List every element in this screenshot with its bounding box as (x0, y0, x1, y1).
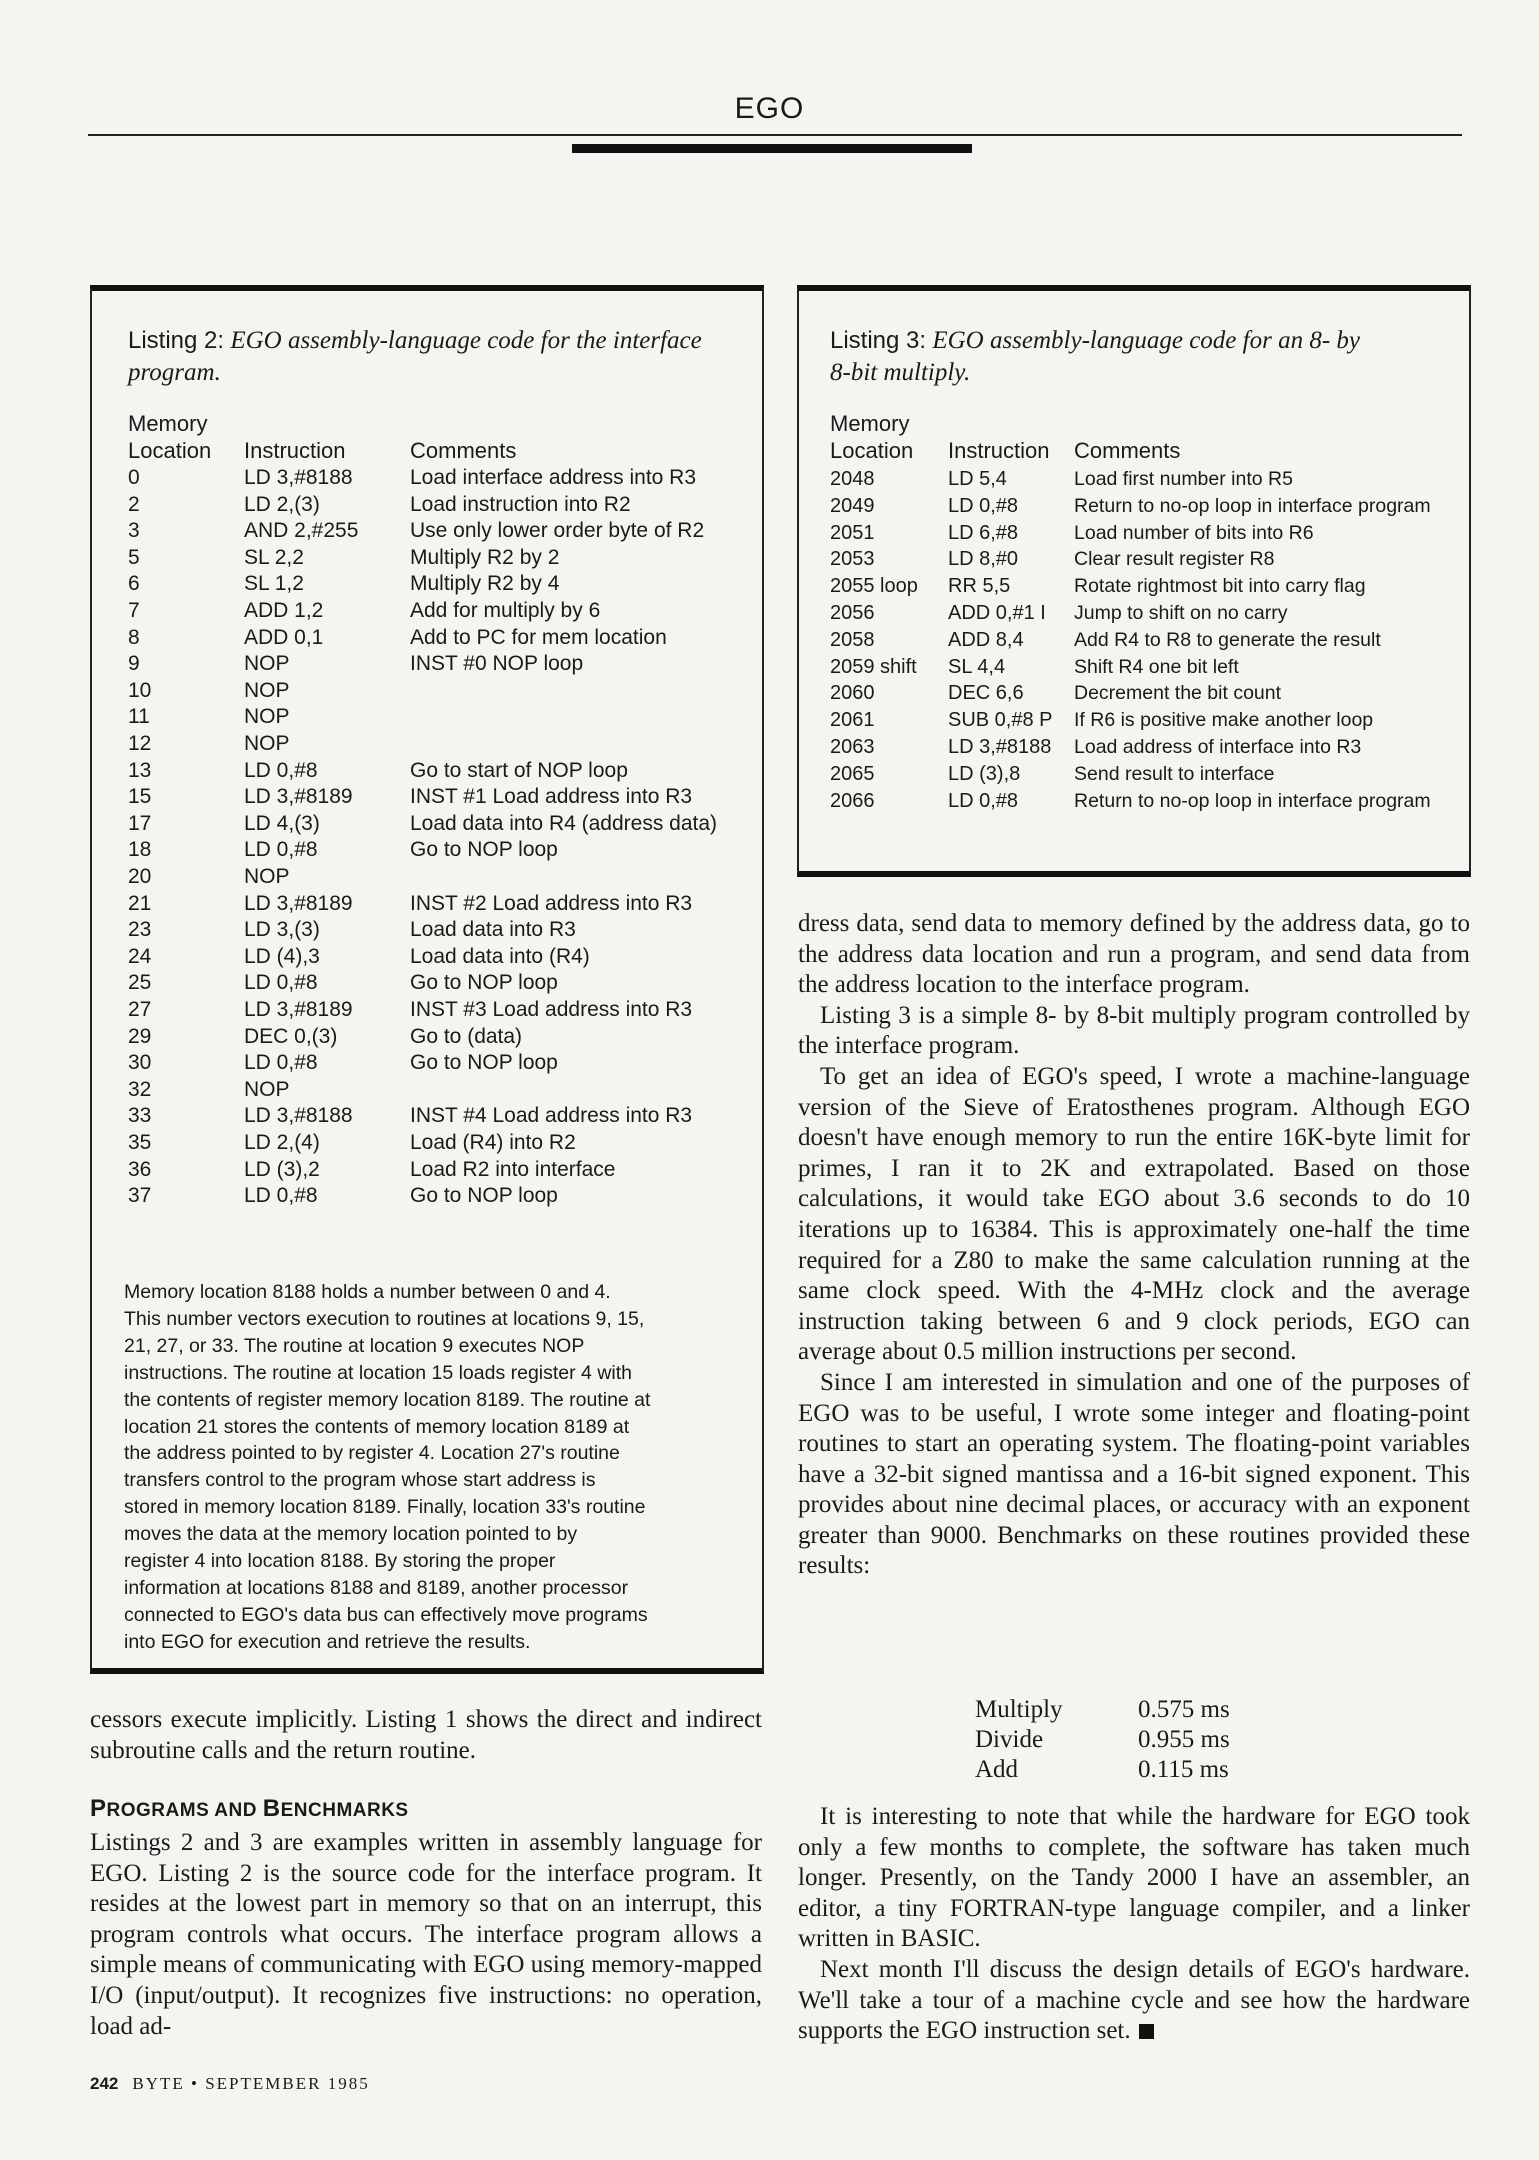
cell-com: Use only lower order byte of R2 (410, 519, 705, 543)
cell-com: Add R4 to R8 to generate the result (1074, 628, 1381, 651)
table-row (799, 654, 1459, 680)
cell-ins: LD (3),8 (948, 762, 1021, 785)
cell-loc: 10 (128, 678, 152, 702)
cell-ins: LD 0,#8 (244, 1051, 318, 1075)
note-line: moves the data at the memory location pointed to by (124, 1523, 578, 1546)
table-row (92, 811, 752, 837)
paragraph: dress data, send data to memory defined by the address data, go to the address data location and run a program, and send data from the address location to the interface program. (798, 910, 1470, 999)
col-header-location: Location (128, 438, 212, 463)
cell-loc: 7 (128, 599, 140, 622)
right-column-text-2 (798, 1802, 1470, 2047)
cell-loc: 13 (128, 758, 152, 782)
cell-ins: DEC 6,6 (948, 682, 1024, 705)
cell-com: Load interface address into R3 (410, 466, 697, 489)
cell-ins: LD 2,(3) (244, 492, 320, 516)
cell-ins: LD 0,#8 (244, 1184, 318, 1208)
cell-loc: 2049 (830, 494, 875, 517)
listing-2-box (90, 285, 764, 1674)
cell-ins: LD 3,#8189 (244, 785, 353, 809)
magazine-issue: BYTE • SEPTEMBER 1985 (132, 2074, 370, 2093)
cell-com: Add to PC for mem location (410, 625, 667, 649)
table-row (92, 571, 752, 597)
note-line: This number vectors execution to routines at locations 9, 15, (124, 1307, 645, 1330)
cell-loc: 25 (128, 971, 152, 995)
cell-com: Decrement the bit count (1074, 682, 1282, 705)
cell-ins: LD 3,#8188 (948, 736, 1052, 758)
table-row (92, 944, 752, 970)
table-row (92, 1024, 752, 1050)
cell-ins: AND 2,#255 (244, 519, 359, 543)
table-row (92, 1130, 752, 1156)
end-mark-icon (1139, 2024, 1154, 2039)
cell-com: Go to NOP loop (410, 1184, 558, 1208)
right-column-text-1 (798, 909, 1470, 1582)
listing-2-caption-line2: program. (128, 359, 221, 386)
table-row (92, 598, 752, 624)
cell-ins: LD 6,#8 (948, 521, 1019, 544)
cell-loc: 3 (128, 519, 140, 543)
cell-ins: NOP (244, 678, 290, 702)
cell-loc: 37 (128, 1184, 152, 1208)
cell-ins: LD 3,(3) (244, 918, 320, 942)
cell-ins: LD (4),3 (244, 944, 320, 968)
note-line: register 4 into location 8188. By storing the proper (124, 1550, 556, 1573)
cell-com: Load (R4) into R2 (410, 1131, 576, 1154)
heading-part: ROGRAMS AND (106, 1800, 263, 1821)
cell-loc: 2058 (830, 628, 875, 651)
table-row (92, 518, 752, 544)
table-row (92, 758, 752, 784)
table-row (92, 864, 752, 890)
listing-2-note (124, 1279, 736, 1656)
table-row (92, 1103, 752, 1129)
cell-loc: 2055 loop (830, 575, 918, 598)
table-row (799, 680, 1459, 706)
table-row (799, 573, 1459, 599)
cell-com: Load R2 into interface (410, 1157, 616, 1181)
col-header-memory: Memory (830, 411, 910, 436)
cell-com: Multiply R2 by 2 (410, 545, 560, 569)
cell-ins: SL 1,2 (244, 572, 304, 596)
table-row (92, 1077, 752, 1103)
cell-ins: LD 3,#8188 (244, 1104, 353, 1128)
listing-2-label: Listing 2: (128, 327, 225, 354)
cell-ins: LD 3,#8188 (244, 466, 353, 489)
cell-com: Multiply R2 by 4 (410, 572, 560, 596)
table-row (92, 891, 752, 917)
cell-ins: SL 4,4 (948, 655, 1006, 678)
cell-com: Go to (data) (410, 1024, 523, 1048)
cell-ins: SUB 0,#8 P (948, 709, 1053, 732)
table-row (92, 625, 752, 651)
cell-ins: ADD 0,#1 I (948, 602, 1046, 624)
heading-letter: P (90, 1795, 107, 1822)
note-line: transfers control to the program whose start address is (124, 1469, 596, 1492)
cell-loc: 2048 (830, 468, 875, 490)
paragraph: Listing 3 is a simple 8- by 8-bit multiply program controlled by the interface program. (798, 1001, 1470, 1060)
col-header-memory: Memory (128, 411, 208, 436)
benchmark-time: 0.115 ms (1138, 1756, 1229, 1783)
note-line: stored in memory location 8189. Finally, location 33's routine (124, 1496, 646, 1519)
listing-2-caption (128, 325, 702, 389)
cell-loc: 2 (128, 492, 140, 516)
table-row (799, 707, 1459, 733)
cell-com: Load data into (R4) (410, 944, 590, 968)
cell-ins: LD 0,#8 (244, 971, 318, 995)
note-line: 21, 27, or 33. The routine at location 9 executes NOP (124, 1334, 585, 1357)
table-row (799, 466, 1459, 492)
cell-ins: NOP (244, 652, 290, 676)
cell-loc: 23 (128, 918, 152, 942)
cell-com: Go to NOP loop (410, 838, 558, 862)
heading-part: ENCHMARKS (280, 1800, 409, 1821)
cell-ins: NOP (244, 705, 290, 729)
table-row (92, 1183, 752, 1209)
cell-ins: LD 2,(4) (244, 1131, 320, 1154)
cell-loc: 21 (128, 891, 152, 915)
cell-com: Return to no-op loop in interface program (1074, 494, 1431, 517)
benchmark-time: 0.575 ms (1138, 1696, 1230, 1723)
cell-loc: 12 (128, 732, 152, 755)
cell-ins: LD 4,(3) (244, 811, 320, 835)
table-row (799, 734, 1459, 760)
paragraph: cessors execute implicitly. Listing 1 shows the direct and indirect subroutine calls and the return routine. (90, 1706, 762, 1764)
paragraph: Since I am interested in simulation and one of the purposes of EGO was to be useful, I wrote some integer and floating-point routines to start an operating system. The floating-point variables have a 32-bit signed mantissa and a 16-bit signed exponent. This provides about nine decimal places, or accuracy with an exponent greater than 9000. Benchmarks on these routines provided these results: (798, 1368, 1470, 1580)
table-row (92, 704, 752, 730)
cell-loc: 32 (128, 1077, 152, 1101)
left-column-text-1 (90, 1705, 762, 1766)
cell-loc: 9 (128, 652, 140, 676)
cell-loc: 2056 (830, 602, 875, 624)
cell-loc: 2059 shift (830, 655, 917, 678)
cell-loc: 6 (128, 572, 140, 596)
benchmark-operation: Divide (975, 1726, 1044, 1753)
cell-loc: 2060 (830, 682, 875, 705)
cell-com: INST #3 Load address into R3 (410, 998, 693, 1021)
page-footer (90, 2074, 370, 2094)
cell-loc: 24 (128, 944, 152, 968)
col-header-location: Location (830, 438, 914, 463)
cell-com: Load data into R3 (410, 918, 576, 942)
cell-com: Load instruction into R2 (410, 492, 631, 516)
cell-com: INST #0 NOP loop (410, 652, 584, 676)
cell-com: Jump to shift on no carry (1074, 602, 1288, 624)
table-row (799, 788, 1459, 814)
cell-loc: 36 (128, 1157, 152, 1181)
cell-ins: LD 3,#8189 (244, 891, 353, 915)
benchmark-row (975, 1725, 1275, 1755)
benchmark-operation: Multiply (975, 1696, 1063, 1723)
cell-com: Load number of bits into R6 (1074, 521, 1314, 544)
cell-ins: LD 3,#8189 (244, 998, 353, 1021)
table-row (799, 520, 1459, 546)
table-row (92, 1050, 752, 1076)
cell-loc: 0 (128, 466, 140, 489)
col-header-instruction: Instruction (244, 438, 346, 463)
cell-com: INST #1 Load address into R3 (410, 785, 693, 809)
cell-ins: RR 5,5 (948, 575, 1011, 598)
paragraph: It is interesting to note that while the hardware for EGO took only a few months to complete, the software has taken much longer. Presently, on the Tandy 2000 I have an assembler, an editor, a tiny FORTRAN-type language compiler, and a linker written in BASIC. (798, 1803, 1470, 1953)
listing-3-box (797, 285, 1471, 877)
benchmark-time: 0.955 ms (1138, 1726, 1230, 1753)
cell-ins: LD 0,#8 (244, 838, 318, 862)
table-row (92, 997, 752, 1023)
table-row (799, 493, 1459, 519)
col-header-instruction: Instruction (948, 438, 1050, 463)
cell-ins: NOP (244, 732, 290, 755)
cell-com: Add for multiply by 6 (410, 599, 601, 622)
table-row (92, 651, 752, 677)
note-line: location 21 stores the contents of memory location 8189 at (124, 1415, 630, 1438)
benchmark-operation: Add (975, 1756, 1019, 1783)
col-header-comments: Comments (410, 438, 517, 463)
note-line: the contents of register memory location 8189. The routine at (124, 1388, 651, 1411)
benchmark-row (975, 1695, 1275, 1725)
cell-ins: LD 8,#0 (948, 548, 1019, 571)
table-row (92, 678, 752, 704)
table-row (799, 627, 1459, 653)
cell-ins: NOP (244, 865, 290, 888)
section-heading (90, 1795, 409, 1823)
cell-loc: 11 (128, 705, 150, 729)
cell-loc: 29 (128, 1024, 152, 1048)
cell-com: Go to NOP loop (410, 1051, 558, 1075)
listing-3-label: Listing 3: (830, 327, 927, 354)
cell-com: Load data into R4 (address data) (410, 811, 718, 835)
cell-ins: SL 2,2 (244, 545, 304, 569)
heading-letter: B (262, 1795, 281, 1822)
table-row (92, 731, 752, 757)
cell-loc: 8 (128, 625, 140, 649)
table-row (92, 465, 752, 491)
table-row (799, 761, 1459, 787)
cell-loc: 15 (128, 785, 152, 809)
cell-com: Clear result register R8 (1074, 548, 1275, 571)
cell-loc: 17 (128, 811, 152, 835)
cell-loc: 33 (128, 1104, 152, 1128)
cell-com: INST #4 Load address into R3 (410, 1104, 693, 1128)
cell-com: Load first number into R5 (1074, 468, 1293, 490)
page-header-title: EGO (734, 92, 805, 125)
cell-loc: 2066 (830, 789, 875, 812)
left-column-text-2 (90, 1828, 762, 2042)
cell-loc: 2065 (830, 762, 875, 785)
cell-ins: NOP (244, 1077, 290, 1101)
benchmark-table (975, 1695, 1275, 1785)
listing-3-caption-line1: EGO assembly-language code for an 8- by (932, 327, 1360, 354)
cell-com: Go to NOP loop (410, 971, 558, 995)
paragraph (798, 1955, 1470, 2047)
cell-com: Return to no-op loop in interface program (1074, 789, 1431, 812)
cell-loc: 2063 (830, 736, 875, 758)
cell-loc: 20 (128, 865, 152, 888)
cell-com: Go to start of NOP loop (410, 758, 628, 782)
cell-com: INST #2 Load address into R3 (410, 891, 693, 915)
table-row (92, 970, 752, 996)
listing-2-caption-line1: EGO assembly-language code for the interface (230, 327, 702, 354)
cell-loc: 2061 (830, 709, 875, 732)
cell-loc: 5 (128, 545, 140, 569)
cell-com: Rotate rightmost bit into carry flag (1074, 575, 1366, 598)
cell-loc: 35 (128, 1131, 152, 1154)
cell-ins: DEC 0,(3) (244, 1024, 338, 1048)
cell-ins: ADD 0,1 (244, 625, 324, 649)
cell-ins: LD 5,4 (948, 468, 1007, 490)
note-line: connected to EGO's data bus can effectively move programs (124, 1603, 648, 1626)
table-row (92, 837, 752, 863)
benchmark-row (975, 1755, 1275, 1785)
cell-loc: 30 (128, 1051, 152, 1075)
paragraph: Listings 2 and 3 are examples written in assembly language for EGO. Listing 2 is the source code for the interface program. It resides at the lowest part in memory so that on an interrupt, this program controls what occurs. The interface program allows a simple means of communicating with EGO using memory-mapped I/O (input/output). It recognizes five instructions: no operation, load ad- (90, 1829, 762, 2040)
cell-ins: LD 0,#8 (244, 758, 318, 782)
cell-com: Load address of interface into R3 (1074, 736, 1362, 758)
table-row (92, 917, 752, 943)
table-row (92, 1157, 752, 1183)
page-number: 242 (90, 2074, 119, 2093)
cell-com: Send result to interface (1074, 762, 1275, 785)
closing-text: Next month I'll discuss the design details of EGO's hardware. We'll take a tour of a machine cycle and see how the hardware supports the EGO instruction set. (798, 1955, 1470, 2045)
listing-3-caption (830, 325, 1360, 389)
table-row (92, 784, 752, 810)
header-bar (572, 144, 972, 153)
cell-ins: ADD 8,4 (948, 628, 1024, 651)
cell-ins: LD 0,#8 (948, 494, 1019, 517)
cell-com: Shift R4 one bit left (1074, 655, 1239, 678)
cell-ins: ADD 1,2 (244, 599, 324, 622)
cell-loc: 2051 (830, 521, 875, 544)
paragraph: To get an idea of EGO's speed, I wrote a machine-language version of the Sieve of Eratosthenes program. Although EGO doesn't have enough memory to run the entire 16K-byte limit for primes, I ran it to 2K and extrapolated. Based on those calculations, it would take EGO about 3.6 seconds to do 10 iterations up to 16384. This is approximately one-half the time required for a Z80 to make the same calculation running at the same clock speed. With the 4-MHz clock and the average instruction taking between 6 and 9 clock periods, EGO can average about 0.5 million instructions per second. (798, 1062, 1470, 1366)
cell-loc: 27 (128, 998, 152, 1021)
note-line: into EGO for execution and retrieve the results. (124, 1630, 531, 1653)
cell-ins: LD 0,#8 (948, 789, 1019, 812)
table-row (799, 546, 1459, 572)
header-rule (88, 134, 1462, 136)
table-row (92, 492, 752, 518)
listing-3-caption-line2: 8-bit multiply. (830, 359, 971, 386)
note-line: instructions. The routine at location 15 loads register 4 with (124, 1361, 632, 1384)
note-line: information at locations 8188 and 8189, another processor (124, 1576, 629, 1599)
cell-loc: 2053 (830, 548, 875, 571)
note-line: the address pointed to by register 4. Location 27's routine (124, 1442, 620, 1465)
cell-ins: LD (3),2 (244, 1157, 320, 1181)
table-row (92, 545, 752, 571)
table-row (799, 600, 1459, 626)
col-header-comments: Comments (1074, 438, 1181, 463)
note-line: Memory location 8188 holds a number between 0 and 4. (124, 1281, 611, 1303)
cell-loc: 18 (128, 838, 152, 862)
cell-com: If R6 is positive make another loop (1074, 709, 1374, 732)
